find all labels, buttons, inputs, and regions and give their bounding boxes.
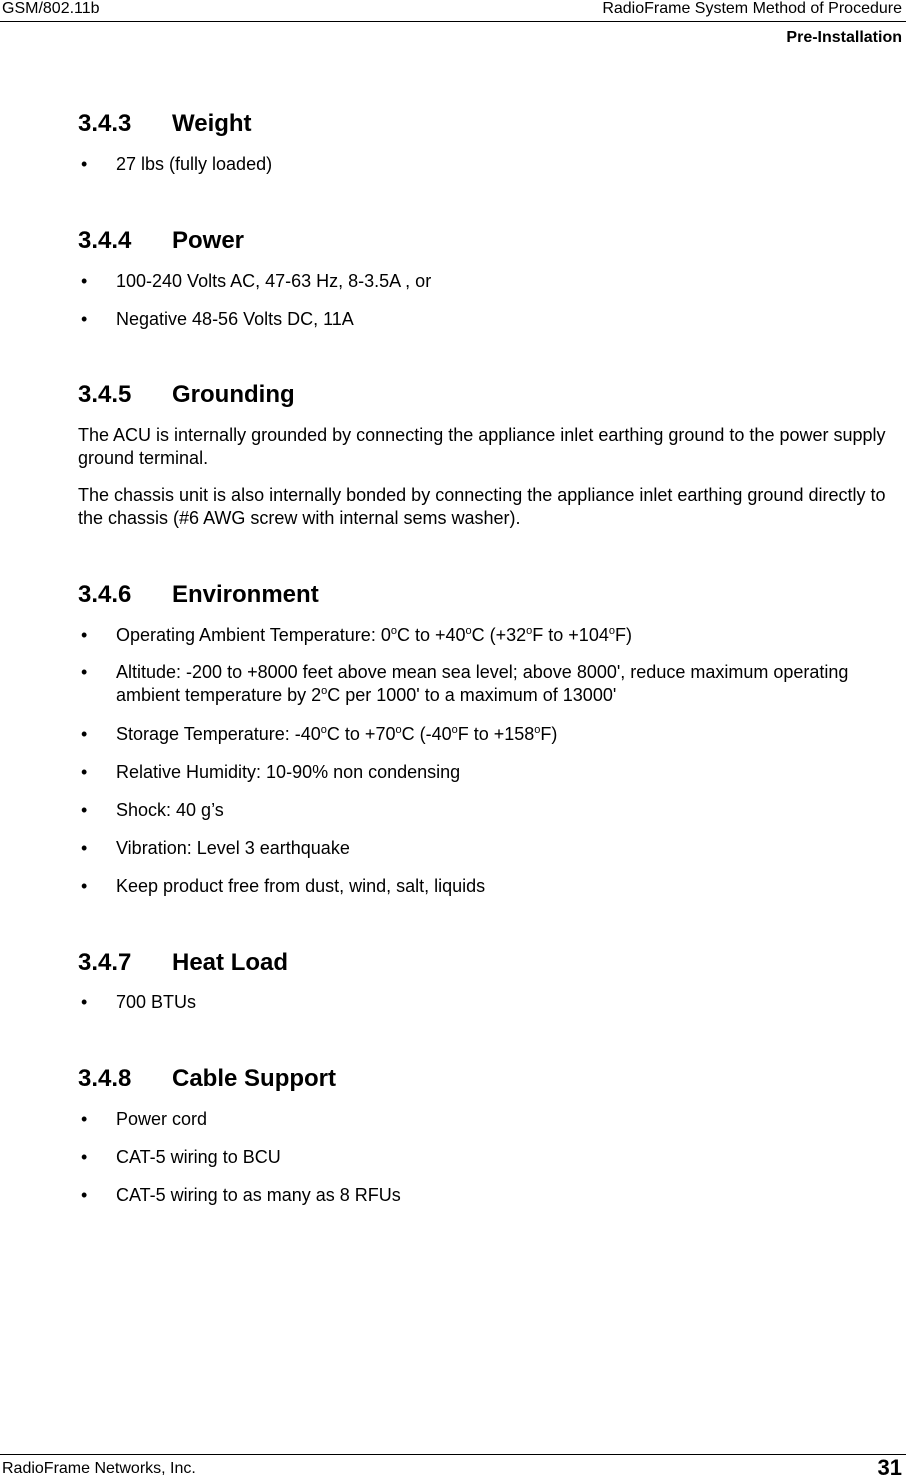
list-item-text (116, 661, 878, 707)
bullet-marker: • (81, 1185, 88, 1205)
bullet-marker: • (81, 838, 88, 858)
bullet-marker: • (81, 1109, 88, 1129)
list-item (78, 837, 878, 860)
text-run: Altitude: -200 to +8000 feet above mean sea level; above 8000', reduce maximum operating ambient temperature by 2 (116, 662, 849, 705)
bullet-marker: • (81, 154, 88, 174)
list-item (78, 875, 878, 898)
text-run: C (+32 (471, 625, 527, 645)
list-item (78, 153, 878, 176)
list-item (78, 308, 878, 331)
bullet-marker: • (81, 724, 88, 744)
section-title: Cable Support (172, 1065, 337, 1092)
footer-divider (0, 1454, 906, 1455)
section-title: Power (172, 227, 245, 254)
text-run: F to +158 (457, 724, 535, 744)
text-run: F) (540, 724, 558, 744)
bullet-marker: • (81, 800, 88, 820)
list-item (78, 761, 878, 784)
section-number: 3.4.6 (78, 581, 132, 608)
section-heading-grounding (78, 381, 295, 409)
section-title: Heat Load (172, 949, 289, 976)
degree-superscript: o (395, 724, 402, 736)
footer-company: RadioFrame Networks, Inc. (2, 1460, 196, 1477)
list-item-text: 27 lbs (fully loaded) (116, 154, 273, 174)
degree-superscript: o (465, 625, 472, 637)
header-doc-title: RadioFrame System Method of Procedure (602, 0, 902, 17)
list-item-text: 700 BTUs (116, 992, 197, 1012)
text-run: C to +70 (326, 724, 396, 744)
list-item-text: Power cord (116, 1109, 208, 1129)
bullet-marker: • (81, 271, 88, 291)
section-title: Environment (172, 581, 319, 608)
list-item-text: CAT-5 wiring to BCU (116, 1147, 281, 1167)
list-item (78, 723, 878, 746)
bullet-marker: • (81, 662, 88, 682)
bullet-marker: • (81, 762, 88, 782)
list-item (78, 270, 878, 293)
section-number: 3.4.7 (78, 949, 132, 976)
degree-superscript: o (526, 625, 533, 637)
paragraph: The chassis unit is also internally bonded by connecting the appliance inlet earthing ground directly to the chassis (#6 AWG screw with internal sems washer). (78, 485, 886, 528)
list-item (78, 661, 878, 707)
list-item-text: CAT-5 wiring to as many as 8 RFUs (116, 1185, 401, 1205)
section-heading-environment (78, 581, 319, 609)
list-item (78, 991, 878, 1014)
text-run: C to +40 (396, 625, 466, 645)
section-number: 3.4.5 (78, 381, 132, 408)
list-item (78, 1146, 878, 1169)
list-item-text: Keep product free from dust, wind, salt, liquids (116, 876, 486, 896)
degree-superscript: o (321, 685, 328, 697)
bullet-marker: • (81, 309, 88, 329)
paragraph: The ACU is internally grounded by connecting the appliance inlet earthing ground to the power supply ground terminal. (78, 425, 886, 468)
bullet-marker: • (81, 992, 88, 1012)
list-item-text: Shock: 40 g’s (116, 800, 224, 820)
bullet-marker: • (81, 876, 88, 896)
list-item (78, 799, 878, 822)
section-number: 3.4.8 (78, 1065, 132, 1092)
section-title: Weight (172, 110, 252, 137)
page-number: 31 (877, 1455, 902, 1480)
section-number: 3.4.3 (78, 110, 132, 137)
text-run: C per 1000' to a maximum of 13000' (327, 685, 617, 705)
text-run: F to +104 (532, 625, 609, 645)
list-item-text: Vibration: Level 3 earthquake (116, 838, 350, 858)
section-heading-weight (78, 110, 252, 138)
degree-superscript: o (451, 724, 458, 736)
text-run: F) (614, 625, 632, 645)
degree-superscript: o (608, 625, 615, 637)
degree-superscript: o (534, 724, 541, 736)
text-run: Storage Temperature: -40 (116, 724, 321, 744)
section-heading-cable-support (78, 1065, 336, 1093)
text-run: C (-40 (401, 724, 452, 744)
list-item (78, 1108, 878, 1131)
list-item-text (116, 624, 878, 647)
section-number: 3.4.4 (78, 227, 132, 254)
bullet-marker: • (81, 625, 88, 645)
list-item (78, 624, 878, 647)
degree-superscript: o (390, 625, 397, 637)
list-item-text (116, 723, 878, 746)
text-run: Operating Ambient Temperature: 0 (116, 625, 391, 645)
list-item-text: 100-240 Volts AC, 47-63 Hz, 8-3.5A , or (116, 271, 432, 291)
header-divider (0, 21, 906, 22)
section-title: Grounding (172, 381, 295, 408)
list-item-text: Negative 48-56 Volts DC, 11A (116, 309, 354, 329)
list-item-text: Relative Humidity: 10-90% non condensing (116, 762, 461, 782)
bullet-marker: • (81, 1147, 88, 1167)
header-doc-id: GSM/802.11b (2, 0, 100, 17)
section-heading-power (78, 227, 244, 255)
header-section-name: Pre-Installation (786, 29, 902, 46)
section-heading-heat-load (78, 949, 288, 977)
list-item (78, 1184, 878, 1207)
degree-superscript: o (320, 724, 327, 736)
